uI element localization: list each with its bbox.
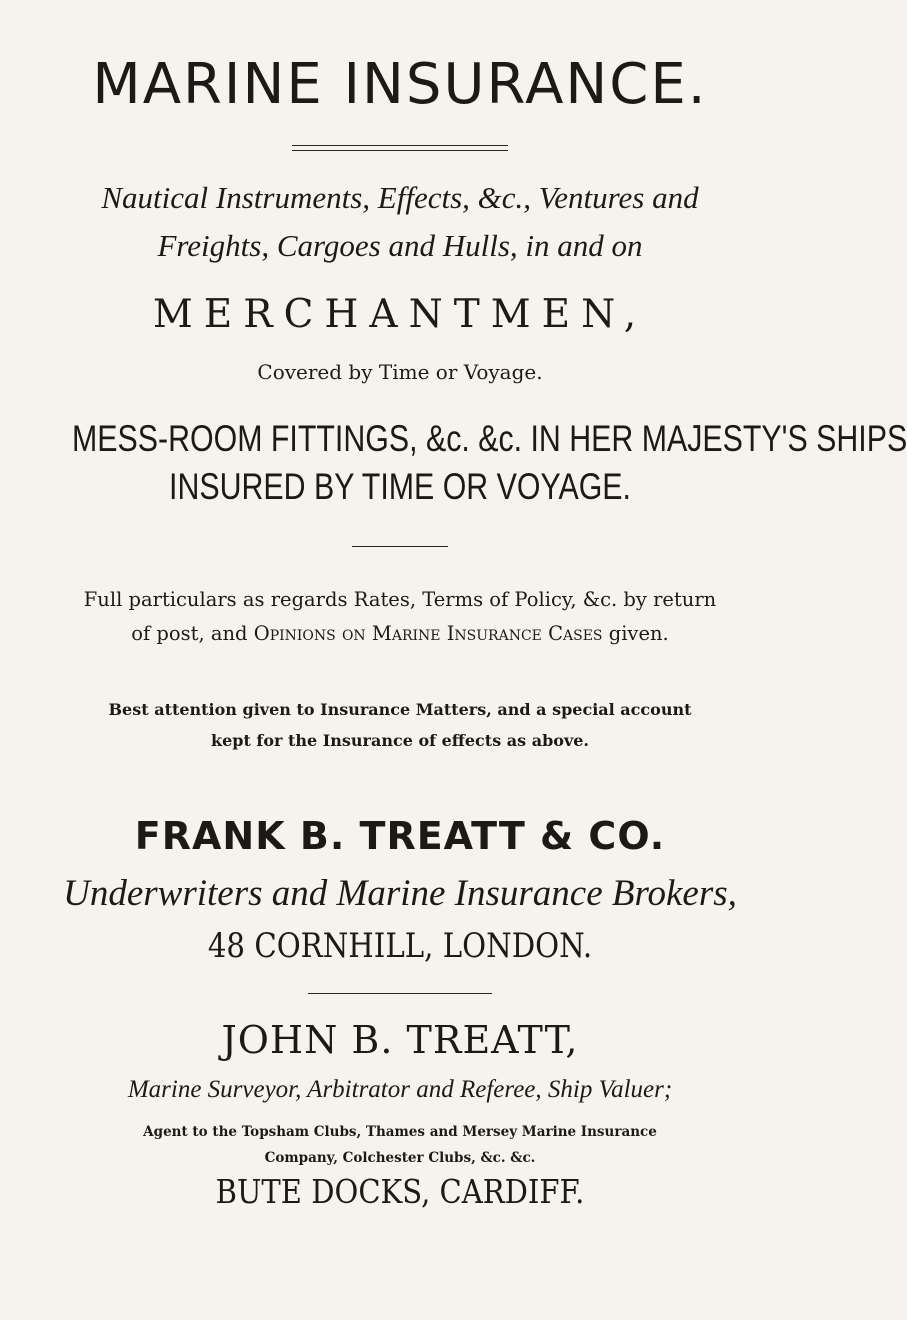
surveyor-name: JOHN B. TREATT, [221,1018,579,1062]
firm-divider [308,993,492,994]
surveyor-roles: Marine Surveyor, Arbitrator and Referee, Ship Valuer; [127,1076,673,1103]
particulars-prefix: of post, and [131,622,254,645]
agent-line-1: Agent to the Topsham Clubs, Thames and Mersey Marine Insurance [143,1124,657,1140]
page-title: MARINE INSURANCE. [92,52,708,117]
agent-line-2: Company, Colchester Clubs, &c. &c. [264,1150,536,1166]
attention-line-2: kept for the Insurance of effects as above. [211,731,589,750]
attention-line-1: Best attention given to Insurance Matters, and a special account [108,700,692,719]
section-divider [352,546,448,547]
opinions-small-caps: Opinions on Marine Insurance Cases [253,622,603,645]
particulars-suffix: given. [602,622,669,645]
merchantmen-heading: MERCHANTMEN, [152,292,648,337]
particulars-line-2 [0,622,800,645]
intro-line-2: Freights, Cargoes and Hulls, in and on [157,228,643,263]
mess-room-line-1: MESS-ROOM FITTINGS, &c. &c. IN HER MAJESTY'S SHIPS [72,418,907,459]
mess-room-line-2: INSURED BY TIME OR VOYAGE. [169,466,631,507]
firm-description: Underwriters and Marine Insurance Brokers, [63,873,737,914]
title-divider [292,145,508,146]
firm-address: 48 CORNHILL, LONDON. [207,926,593,966]
surveyor-address: BUTE DOCKS, CARDIFF. [215,1172,585,1211]
covered-line: Covered by Time or Voyage. [257,360,543,384]
title-divider-second [292,150,508,151]
intro-line-1: Nautical Instruments, Effects, &c., Ventures and [101,180,699,215]
firm-name: FRANK B. TREATT & CO. [134,814,666,858]
particulars-line-1: Full particulars as regards Rates, Terms of Policy, &c. by return [83,588,717,611]
